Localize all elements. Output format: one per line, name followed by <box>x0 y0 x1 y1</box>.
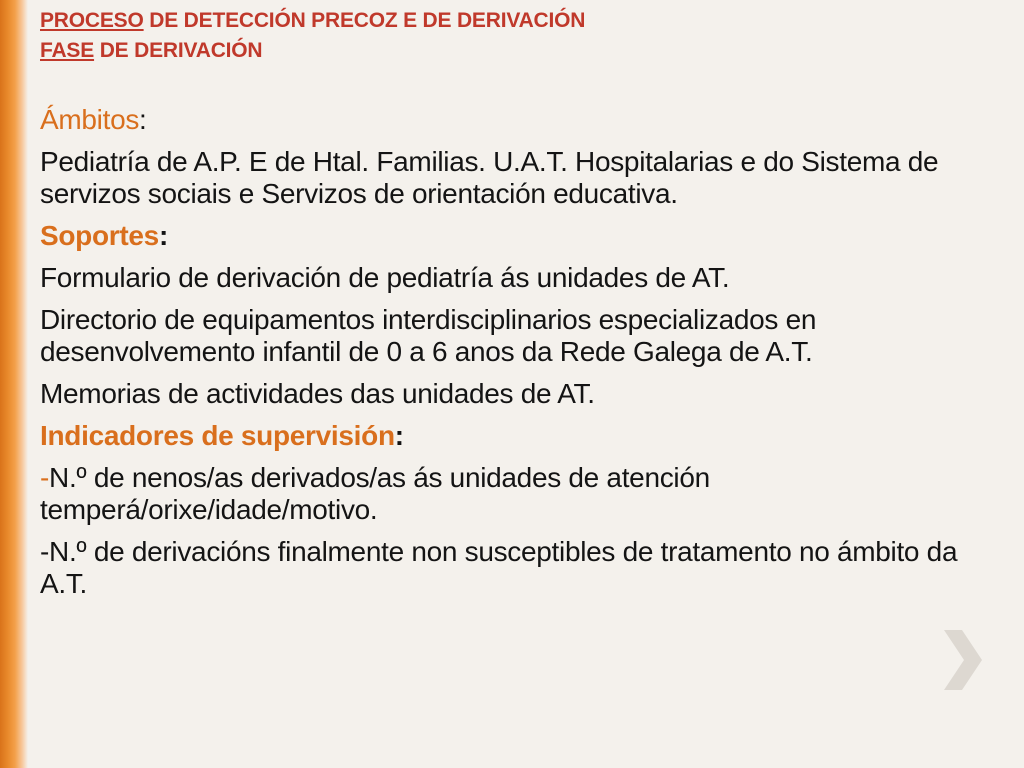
header-rest-2: DE DERIVACIÓN <box>94 39 263 62</box>
indicadores-label: Indicadores de supervisión <box>40 420 395 451</box>
header-line-1 <box>40 6 1010 36</box>
ambitos-label: Ámbitos <box>40 104 140 135</box>
left-accent-bar <box>0 0 28 768</box>
header-key-fase: FASE <box>40 39 95 62</box>
soportes-heading <box>40 220 1010 252</box>
slide-content <box>40 6 1010 610</box>
indicadores-item <box>40 462 1010 526</box>
header-key-proceso: PROCESO <box>40 9 144 32</box>
indicadores-item <box>40 536 1010 600</box>
header-rest-1: DE DETECCIÓN PRECOZ E DE DERIVACIÓN <box>143 9 586 32</box>
indicadores-heading <box>40 420 1010 452</box>
ambitos-text: Pediatría de A.P. E de Htal. Familias. U.A.T. Hospitalarias e do Sistema de servizos sociais e Servizos de orientación educativa. <box>40 146 939 209</box>
indicadores-dash: - <box>40 462 50 493</box>
soportes-colon: : <box>158 220 168 251</box>
soportes-item: Formulario de derivación de pediatría ás unidades de AT. <box>40 262 730 293</box>
indicadores-colon: : <box>394 420 404 451</box>
indicadores-text: N.º de nenos/as derivados/as ás unidades de atención temperá/orixe/idade/motivo. <box>40 462 710 525</box>
indicadores-dash: - <box>40 536 50 567</box>
ambitos-heading <box>40 104 1010 136</box>
soportes-item: Memorias de actividades das unidades de AT. <box>40 378 595 409</box>
chevron-right-icon[interactable] <box>940 628 984 692</box>
header-line-2 <box>40 36 1010 66</box>
soportes-item: Directorio de equipamentos interdisciplinarios especializados en desenvolvemento infantil de 0 a 6 anos da Rede Galega de A.T. <box>40 304 817 367</box>
ambitos-colon: : <box>139 104 147 135</box>
indicadores-text: N.º de derivacións finalmente non susceptibles de tratamento no ámbito da A.T. <box>40 536 958 599</box>
soportes-label: Soportes <box>40 220 159 251</box>
